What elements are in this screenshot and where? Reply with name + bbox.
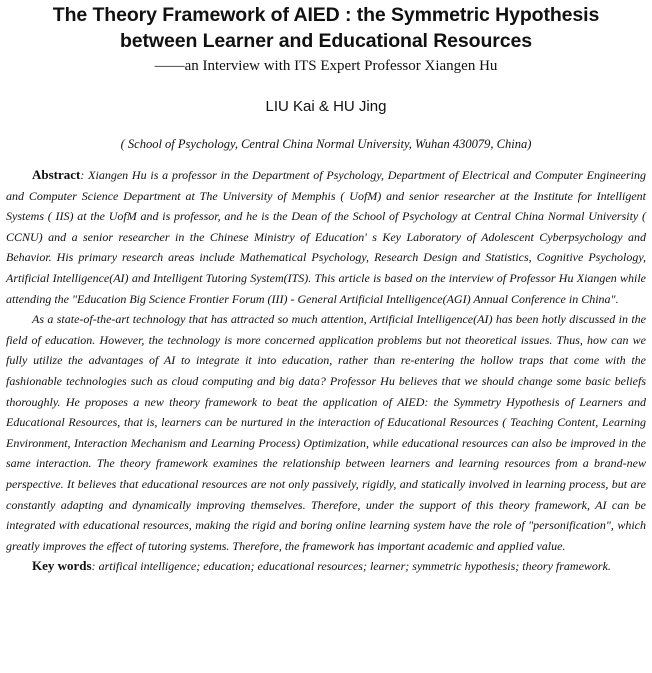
abstract-label: Abstract: [32, 167, 81, 182]
paper-authors: LIU Kai & HU Jing: [265, 98, 387, 115]
abstract-paragraph-2: [6, 309, 646, 556]
paper-subtitle: ——an Interview with ITS Expert Professor Xiangen Hu: [154, 58, 498, 74]
keywords-label: Key words: [32, 558, 92, 574]
keywords-text: : artifical intelligence; education; educational resources; learner; symmetric hypothesis; theory framework.: [91, 559, 611, 574]
paper-title: [6, 0, 646, 54]
abstract-paragraph-1: [6, 165, 646, 309]
abstract-text-2: As a state-of-the-art technology that has attracted so much attention, Artificial Intelligence(AI) has been hotly discussed in the field of education. However, the technology is more concerned application problems but not theoretical issues. Thus, how can we fully utilize the advantages of AI to integrate it into education, rather than re-entering the hollow traps that come with the fashionable technologies such as cloud computing and big data? Professor Hu believes that we should change some basic beliefs thoroughly. He proposes a new theory framework to beat the application of AIED: the Symmetry Hypothesis of Learners and Educational Resources, that is, learners can be nurtured in the interaction of Educational Resources ( Teaching Content, Learning Environment, Interaction Mechanism and Learning Process) Optimization, while educational resources can also be improved in the same interaction. The theory framework examines the relationship between learners and learning resources from a brand-new perspective. It believes that educational resources are not only passively, rigidly, and statically involved in learning process, but are constantly adapting and dynamically improving themselves. Therefore, under the support of this theory framework, AI can be integrated with educational resources, making the rigid and boring online learning system have the role of "personification", which greatly improves the effect of tutoring systems. Therefore, the framework has important academic and applied value.: [6, 312, 646, 553]
title-line-2: between Learner and Educational Resources: [119, 30, 533, 52]
abstract-text-1: : Xiangen Hu is a professor in the Department of Psychology, Department of Electrical and Computer Engineering and Computer Science Department at The University of Memphis ( UofM) and senior researcher at the Institute for Intelligent Systems ( IIS) at the UofM and is professor, and he is the Dean of the School of Psychology at Central China Normal University ( CCNU) and a senior researcher in the Chinese Ministry of Education' s Key Laboratory of Adolescent Cyberpsychology and Behavior. His primary research areas include Mathematical Psychology, Research Design and Statistics, Cognitive Psychology, Artificial Intelligence(AI) and Intelligent Tutoring System(ITS). This article is based on the interview of Professor Hu Xiangen while attending the "Education Big Science Frontier Forum (III) - General Artificial Intelligence(AGI) Annual Conference in China".: [6, 168, 646, 306]
paper-affiliation: ( School of Psychology, Central China Normal University, Wuhan 430079, China): [120, 137, 532, 151]
title-line-1: The Theory Framework of AIED : the Symmetric Hypothesis: [52, 4, 600, 26]
abstract-section: [6, 165, 646, 577]
keywords-paragraph: [6, 556, 646, 577]
